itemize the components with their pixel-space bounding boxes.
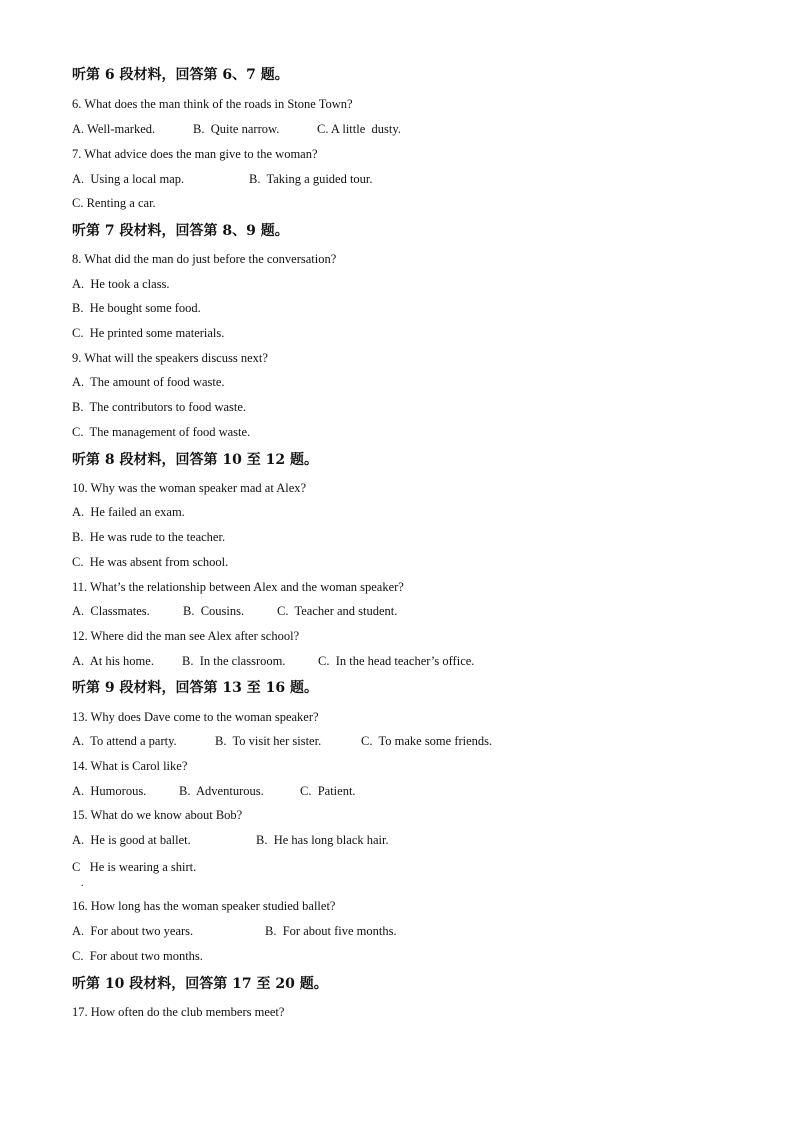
option-10c: C. He was absent from school. — [72, 555, 229, 569]
option-9b: B. The contributors to food waste. — [72, 400, 247, 414]
question-8: 8. What did the man do just before the conversation? — [72, 252, 337, 266]
option-6b: B. Quite narrow. — [193, 122, 280, 136]
section-header: 听第 6 段材料，回答第 6、7 题。 — [72, 67, 289, 83]
option-14a: A. Humorous. — [72, 784, 147, 798]
option-16c: C. For about two months. — [72, 949, 203, 963]
option-6c: C. A little dusty. — [317, 122, 401, 136]
question-11: 11. What’s the relationship between Alex and the woman speaker? — [72, 580, 404, 594]
option-13a: A. To attend a party. — [72, 734, 177, 748]
option-8b: B. He bought some food. — [72, 301, 201, 315]
option-7c: C. Renting a car. — [72, 196, 156, 210]
option-13c: C. To make some friends. — [361, 734, 493, 748]
option-7b: B. Taking a guided tour. — [249, 172, 373, 186]
option-14c: C. Patient. — [300, 784, 356, 798]
option-10a: A. He failed an exam. — [72, 505, 185, 519]
option-15c: C He is wearing a shirt. — [72, 860, 197, 874]
question-13: 13. Why does Dave come to the woman speaker? — [72, 710, 319, 724]
option-9a: A. The amount of food waste. — [72, 375, 225, 389]
section-header: 听第 10 段材料，回答第 17 至 20 题。 — [72, 976, 328, 992]
option-7a: A. Using a local map. — [72, 172, 185, 186]
section-header: 听第 7 段材料，回答第 8、9 题。 — [72, 223, 289, 239]
option-8a: A. He took a class. — [72, 277, 170, 291]
option-11a: A. Classmates. — [72, 604, 150, 618]
option-10b: B. He was rude to the teacher. — [72, 530, 226, 544]
question-10: 10. Why was the woman speaker mad at Alex? — [72, 481, 307, 495]
option-11c: C. Teacher and student. — [277, 604, 398, 618]
option-12a: A. At his home. — [72, 654, 154, 668]
question-15: 15. What do we know about Bob? — [72, 808, 243, 822]
question-9: 9. What will the speakers discuss next? — [72, 351, 268, 365]
option-14b: B. Adventurous. — [179, 784, 264, 798]
option-8c: C. He printed some materials. — [72, 326, 225, 340]
section-header: 听第 9 段材料，回答第 13 至 16 题。 — [72, 680, 318, 696]
question-12: 12. Where did the man see Alex after school? — [72, 629, 300, 643]
option-16a: A. For about two years. — [72, 924, 194, 938]
option-15b: B. He has long black hair. — [256, 833, 389, 847]
option-12b: B. In the classroom. — [182, 654, 286, 668]
question-17: 17. How often do the club members meet? — [72, 1005, 285, 1019]
section-header: 听第 8 段材料，回答第 10 至 12 题。 — [72, 452, 318, 468]
option-13b: B. To visit her sister. — [215, 734, 322, 748]
question-6: 6. What does the man think of the roads in Stone Town? — [72, 97, 353, 111]
stray-mark: . — [81, 878, 84, 889]
option-11b: B. Cousins. — [183, 604, 245, 618]
question-14: 14. What is Carol like? — [72, 759, 188, 773]
option-16b: B. For about five months. — [265, 924, 397, 938]
option-9c: C. The management of food waste. — [72, 425, 251, 439]
option-12c: C. In the head teacher’s office. — [318, 654, 475, 668]
option-6a: A. Well-marked. — [72, 122, 156, 136]
question-16: 16. How long has the woman speaker studied ballet? — [72, 899, 336, 913]
option-15a: A. He is good at ballet. — [72, 833, 191, 847]
question-7: 7. What advice does the man give to the woman? — [72, 147, 318, 161]
